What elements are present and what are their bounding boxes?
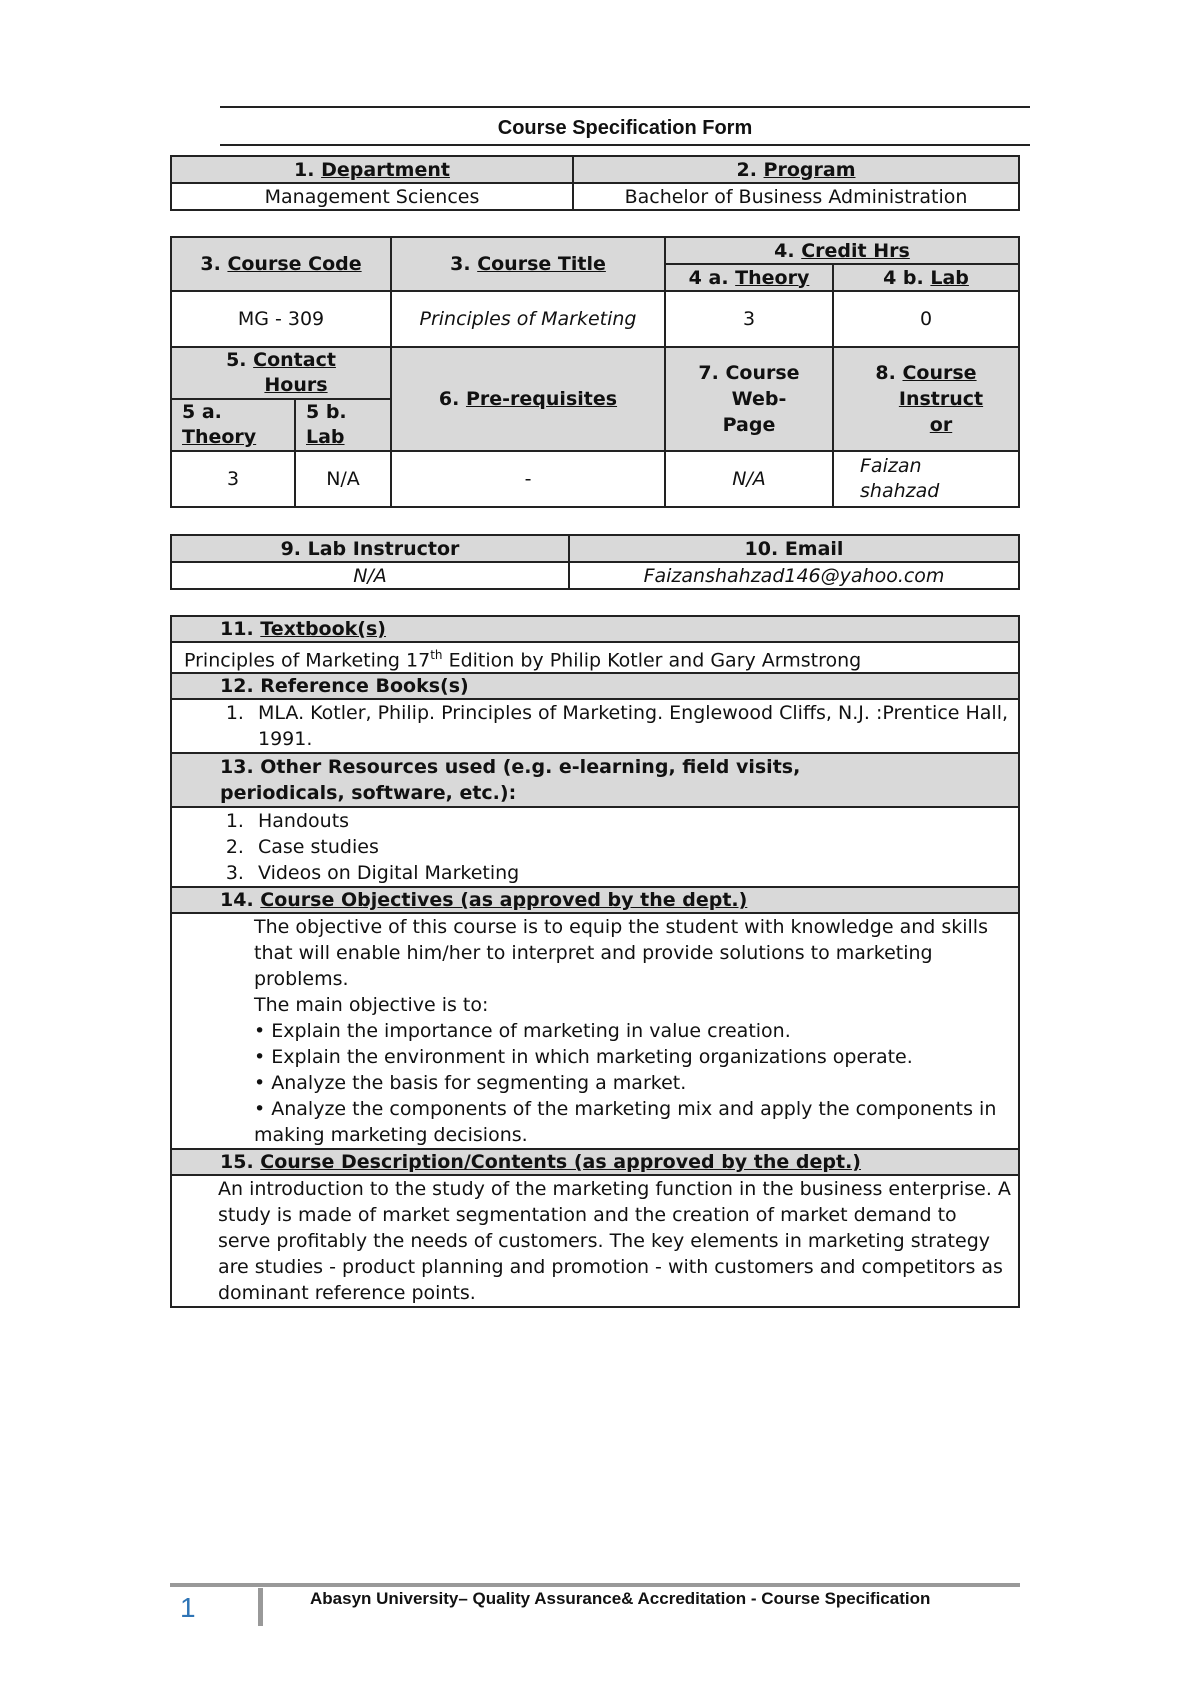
objective-bullet: • Explain the importance of marketing in value creation. — [254, 1020, 791, 1043]
contact-theory-value: 3 — [171, 451, 295, 507]
objective-bullet: • Analyze the basis for segmenting a market. — [254, 1072, 687, 1095]
objectives-header: 14. Course Objectives (as approved by the dept.) — [171, 887, 1019, 913]
department-header: 1. Department — [171, 156, 573, 183]
course-code-header: 3. Course Code — [171, 237, 391, 291]
contact-hours-header: 5. Contact Hours — [171, 347, 391, 399]
program-value: Bachelor of Business Administration — [573, 183, 1019, 210]
email-value: Faizanshahzad146@yahoo.com — [569, 562, 1019, 589]
reference-books-items — [172, 700, 1014, 752]
lab-instructor-value: N/A — [171, 562, 569, 589]
course-code-value: MG - 309 — [171, 291, 391, 347]
course-details-table — [170, 236, 1020, 508]
other-resource-item: 2. Case studies — [250, 834, 1014, 860]
textbook-value: Principles of Marketing 17th Edition by Philip Kotler and Gary Armstrong — [171, 642, 1019, 673]
textbook-header: 11. Textbook(s) — [171, 616, 1019, 642]
footer-text: Abasyn University– Quality Assurance& Accreditation - Course Specification — [310, 1589, 931, 1608]
course-instructor-header: 8. Course Instruct or — [833, 347, 1019, 451]
other-resources-list — [171, 807, 1019, 887]
description-value: An introduction to the study of the marketing function in the business enterprise. A study is made of market segmentation and the creation of market demand to serve profitably the needs of customers. The key elements in marketing strategy are studies - product planning and promotion - with customers and competitors as dominant reference points. — [171, 1175, 1019, 1307]
contact-theory-header: 5 a. Theory — [171, 399, 295, 451]
footer-divider — [258, 1588, 263, 1626]
other-resource-item: 3. Videos on Digital Marketing — [250, 860, 1014, 886]
course-title-header: 3. Course Title — [391, 237, 665, 291]
course-webpage-value: N/A — [665, 451, 833, 507]
other-resource-item: 1. Handouts — [250, 808, 1014, 834]
credit-theory-value: 3 — [665, 291, 833, 347]
course-content-table — [170, 615, 1020, 1308]
objectives-main: The main objective is to: — [254, 994, 489, 1017]
reference-books-header: 12. Reference Books(s) — [171, 673, 1019, 699]
department-program-table — [170, 155, 1020, 211]
credit-hrs-header: 4. Credit Hrs — [665, 237, 1019, 264]
title-rule-bottom — [220, 144, 1030, 146]
objectives-bullets — [254, 1018, 1012, 1148]
contact-lab-value: N/A — [295, 451, 391, 507]
objective-bullet: • Analyze the components of the marketing mix and apply the components in making marketing decisions. — [254, 1098, 997, 1147]
description-header: 15. Course Description/Contents (as approved by the dept.) — [171, 1149, 1019, 1175]
reference-books-list — [171, 699, 1019, 753]
objective-bullet: • Explain the environment in which marketing organizations operate. — [254, 1046, 913, 1069]
course-title-value: Principles of Marketing — [391, 291, 665, 347]
other-resources-items — [172, 808, 1014, 886]
objectives-content — [171, 913, 1019, 1149]
footer-rule — [170, 1583, 1020, 1587]
form-title: Course Specification Form — [497, 117, 753, 139]
course-webpage-header: 7. Course Web- Page — [665, 347, 833, 451]
page-number: 1 — [180, 1592, 196, 1623]
prerequisites-value: - — [391, 451, 665, 507]
department-value: Management Sciences — [171, 183, 573, 210]
objectives-intro: The objective of this course is to equip the student with knowledge and skills that will enable him/her to interpret and provide solutions to marketing problems. — [254, 916, 988, 991]
lab-instructor-header: 9. Lab Instructor — [171, 535, 569, 562]
credit-theory-header: 4 a. Theory — [665, 264, 833, 291]
other-resources-header: 13. Other Resources used (e.g. e-learning, field visits, periodicals, software, etc.): — [171, 753, 1019, 807]
contact-lab-header: 5 b. Lab — [295, 399, 391, 451]
title-rule-top — [220, 106, 1030, 108]
reference-book-item: 1. MLA. Kotler, Philip. Principles of Marketing. Englewood Cliffs, N.J. :Prentice Hall, 1991. — [250, 700, 1014, 752]
course-instructor-value: Faizan shahzad — [833, 451, 1019, 507]
program-header: 2. Program — [573, 156, 1019, 183]
email-header: 10. Email — [569, 535, 1019, 562]
credit-lab-value: 0 — [833, 291, 1019, 347]
prerequisites-header: 6. Pre-requisites — [391, 347, 665, 451]
credit-lab-header: 4 b. Lab — [833, 264, 1019, 291]
lab-instructor-email-table — [170, 534, 1020, 590]
